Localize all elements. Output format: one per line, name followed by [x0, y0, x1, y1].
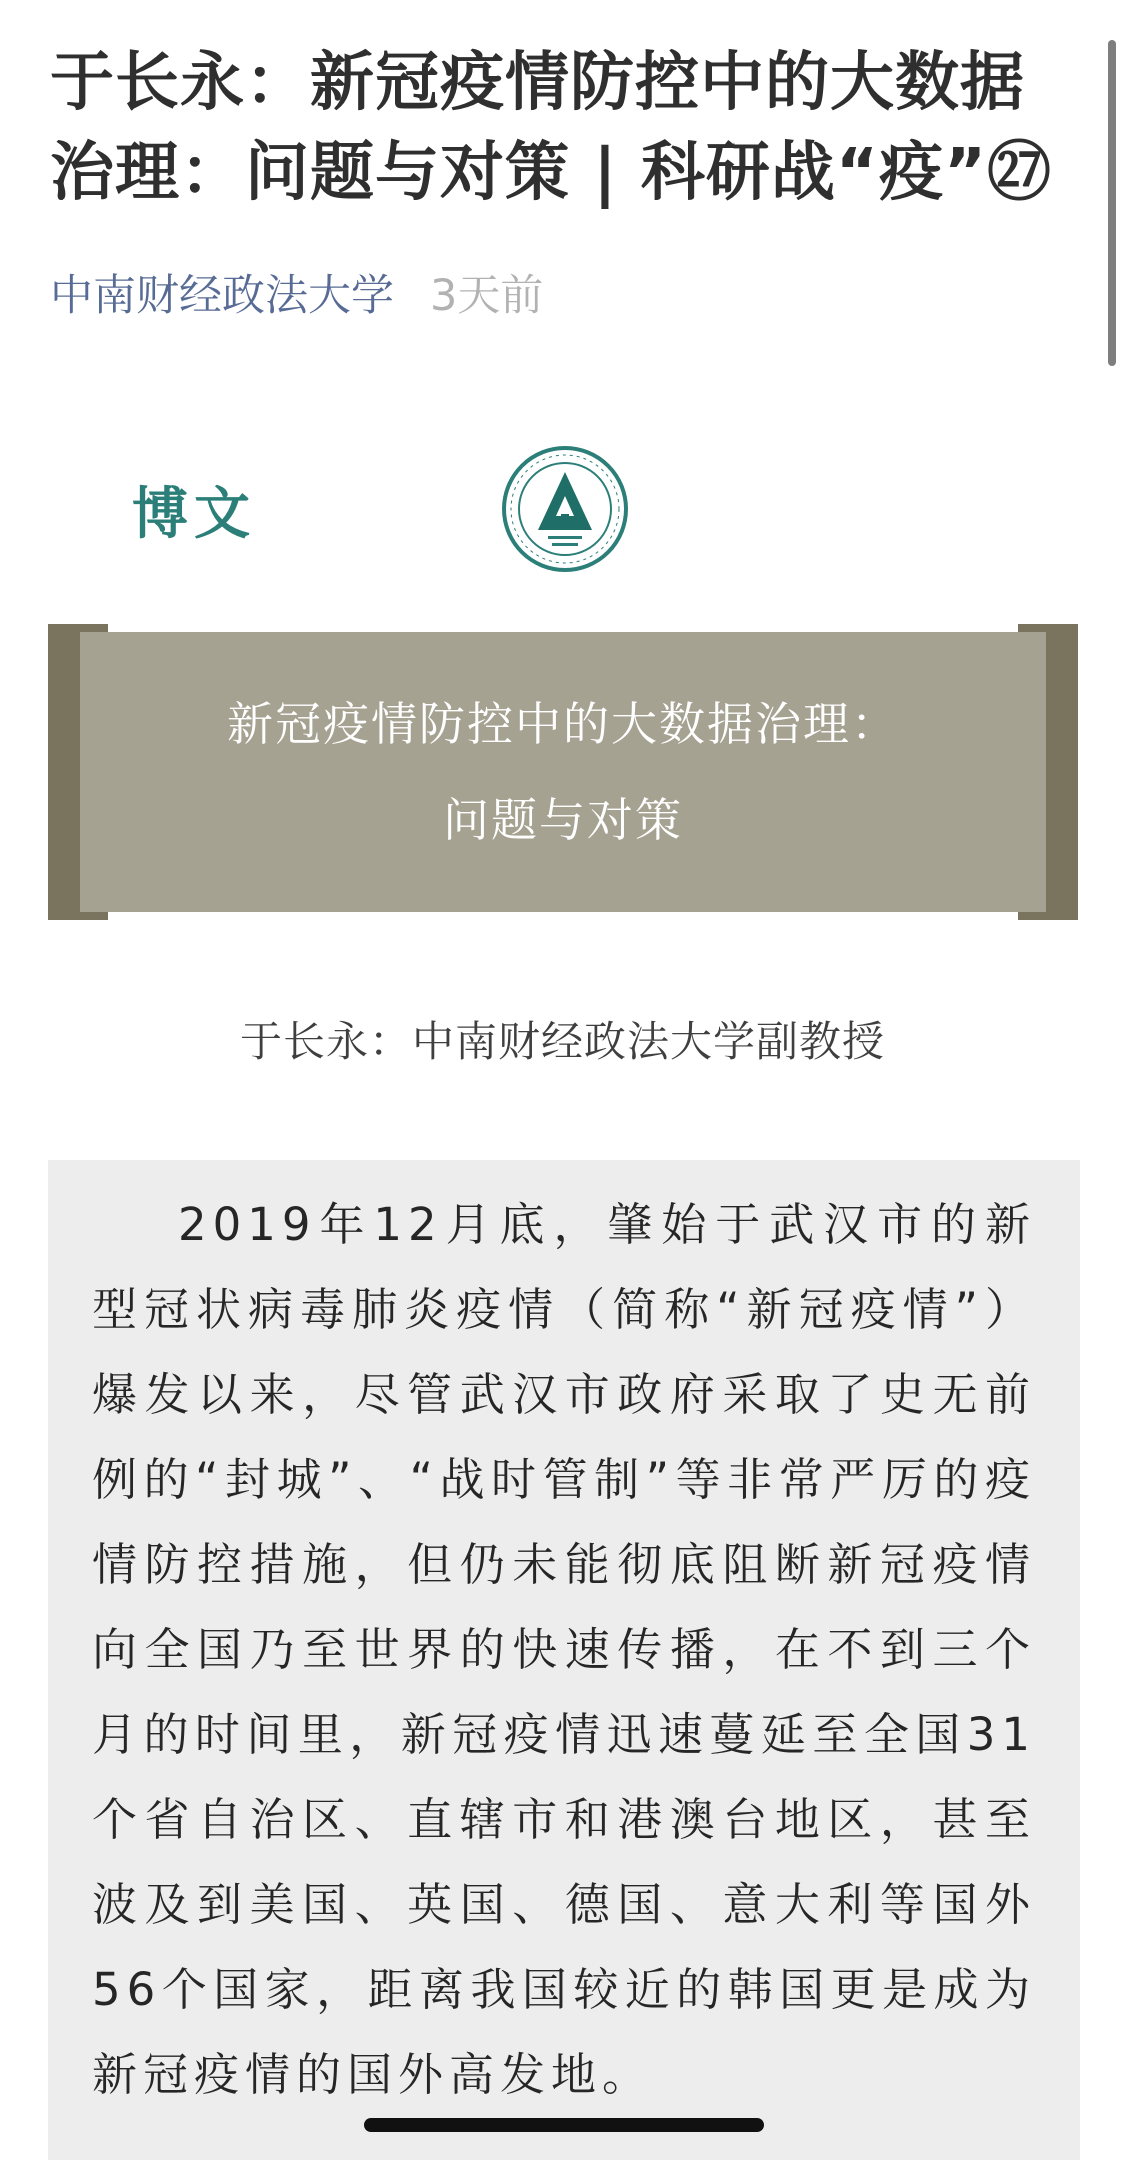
publish-time: 3天前 — [430, 270, 544, 321]
title-banner — [48, 624, 1078, 920]
banner-cloth — [80, 632, 1046, 912]
body-text-box — [48, 1160, 1080, 2160]
column-logo: 博文 — [132, 481, 256, 547]
article-meta — [50, 262, 543, 322]
body-paragraph: 2019年12月底，肇始于武汉市的新型冠状病毒肺炎疫情（简称“新冠疫情”）爆发以来，尽管武汉市政府采取了史无前例的“封城”、“战时管制”等非常严厉的疫情防控措施，但仍未能彻底阻断新冠疫情向全国乃至世界的快速传播，在不到三个月的时间里，新冠疫情迅速蔓延至全国31个省自治区、直辖市和港澳台地区，甚至波及到美国、英国、德国、意大利等国外56个国家，距离我国较近的韩国更是成为新冠疫情的国外高发地。 — [92, 1198, 1036, 2101]
banner-title-line-1: 新冠疫情防控中的大数据治理： — [227, 697, 899, 751]
author-line: 于长永：中南财经政法大学副教授 — [239, 1017, 885, 1066]
home-indicator[interactable] — [364, 2118, 764, 2132]
university-emblem-icon — [500, 444, 630, 574]
account-name-link[interactable]: 中南财经政法大学 — [50, 270, 394, 321]
article-title: 于长永：新冠疫情防控中的大数据治理：问题与对策 | 科研战“疫”㉗ — [50, 46, 1053, 210]
scroll-indicator[interactable] — [1108, 40, 1116, 366]
banner-title-line-2: 问题与对策 — [443, 793, 683, 847]
